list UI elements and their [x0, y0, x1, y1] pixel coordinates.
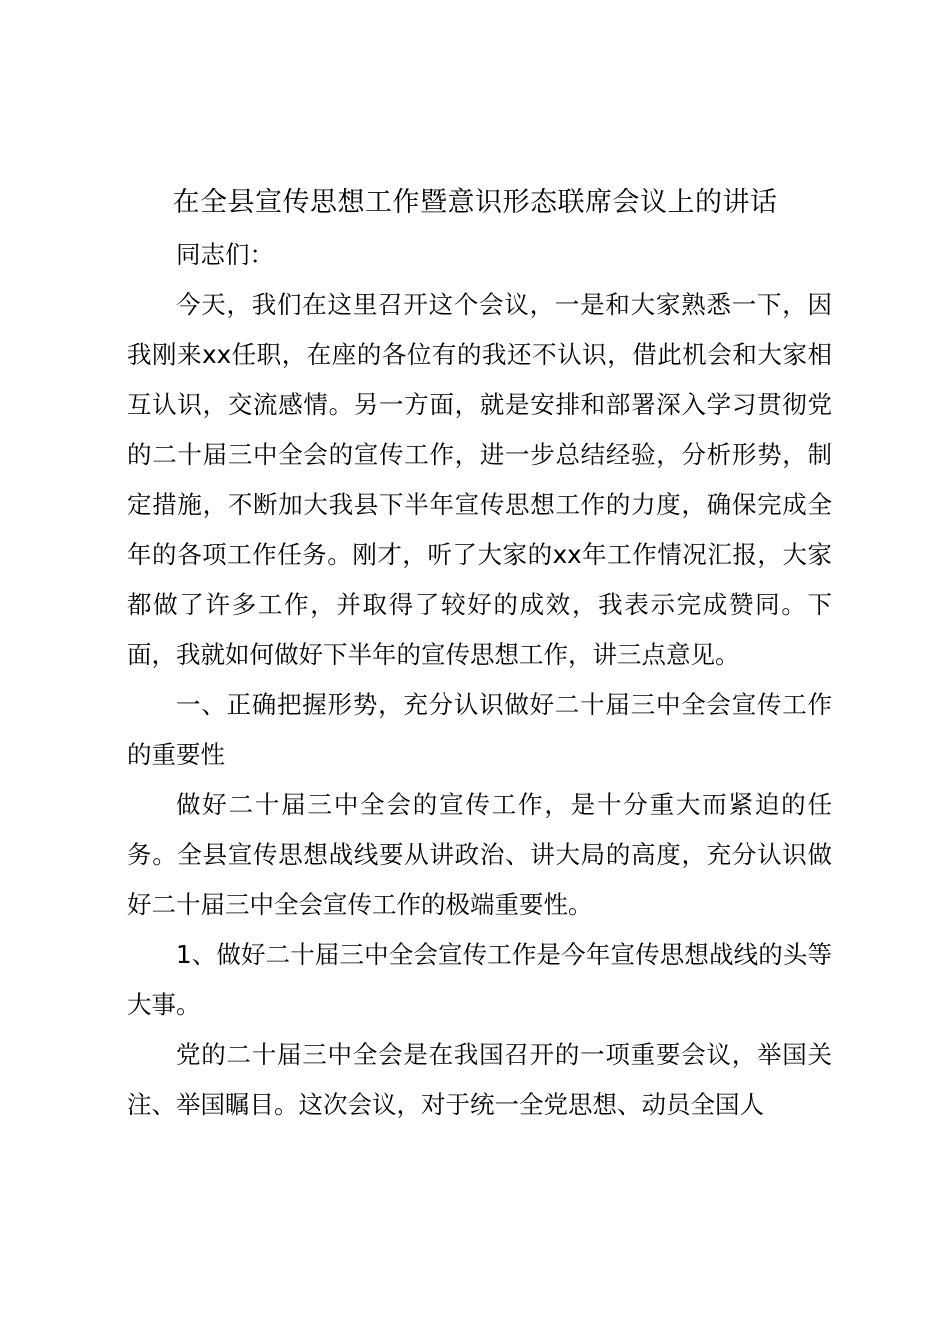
document-title: 在全县宣传思想工作暨意识形态联席会议上的讲话	[172, 187, 778, 218]
section-heading-1: 一、正确把握形势，充分认识做好二十届三中全会宣传工作的重要性	[127, 690, 832, 769]
paragraph-meeting: 党的二十届三中全会是在我国召开的一项重要会议，举国关注、举国瞩目。这次会议，对于统一全党思想、动员全国人	[127, 1040, 832, 1119]
subsection-heading-1: 1、做好二十届三中全会宣传工作是今年宣传思想战线的头等大事。	[127, 940, 832, 1019]
salutation: 同志们：	[176, 240, 274, 269]
paragraph-opening: 今天，我们在这里召开这个会议，一是和大家熟悉一下，因我刚来xx任职，在座的各位有的我还不认识，借此机会和大家相互认识，交流感情。另一方面，就是安排和部署深入学习贯彻党的二十届三中全会的宣传工作，进一步总结经验，分析形势，制定措施，不断加大我县下半年宣传思想工作的力度，确保完成全年的各项工作任务。刚才，听了大家的xx年工作情况汇报，大家都做了许多工作，并取得了较好的成效，我表示完成赞同。下面，我就如何做好下半年的宣传思想工作，讲三点意见。	[127, 290, 832, 669]
document-body	[127, 230, 832, 1130]
paragraph-task: 做好二十届三中全会的宣传工作，是十分重大而紧迫的任务。全县宣传思想战线要从讲政治、讲大局的高度，充分认识做好二十届三中全会宣传工作的极端重要性。	[127, 790, 832, 919]
